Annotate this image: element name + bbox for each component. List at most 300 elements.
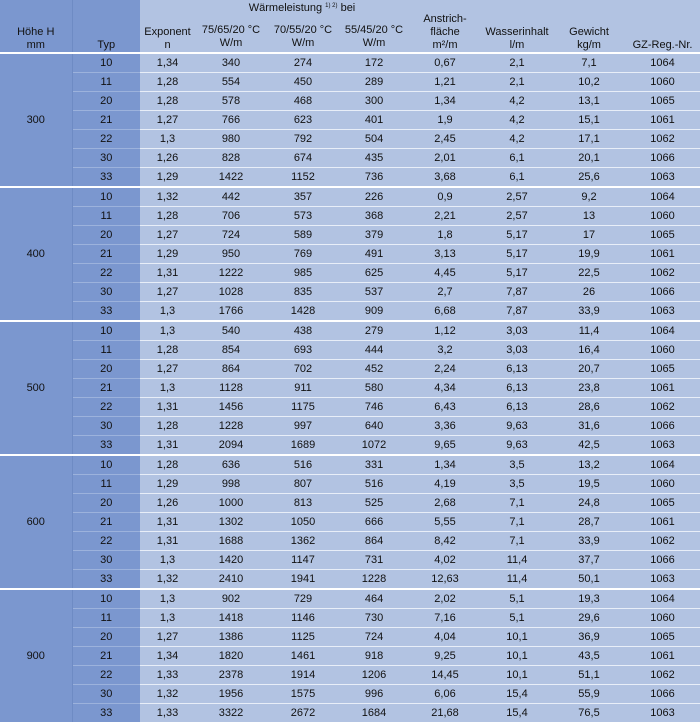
cell-temp2: 1147 xyxy=(267,551,339,570)
cell-temp2: 911 xyxy=(267,379,339,398)
cell-anstrich: 14,45 xyxy=(409,666,481,685)
header-waermeleistung xyxy=(195,0,409,15)
cell-temp1: 1302 xyxy=(195,513,267,532)
cell-wasser: 4,2 xyxy=(481,92,553,111)
cell-anstrich: 12,63 xyxy=(409,570,481,590)
table-row xyxy=(0,475,700,494)
cell-exponent: 1,27 xyxy=(140,226,195,245)
cell-wasser: 10,1 xyxy=(481,647,553,666)
cell-temp3: 1206 xyxy=(339,666,409,685)
cell-anstrich: 1,9 xyxy=(409,111,481,130)
cell-exponent: 1,28 xyxy=(140,341,195,360)
cell-temp3: 909 xyxy=(339,302,409,322)
cell-temp2: 1050 xyxy=(267,513,339,532)
cell-wasser: 7,1 xyxy=(481,513,553,532)
cell-reg: 1062 xyxy=(625,264,700,283)
cell-temp2: 1152 xyxy=(267,168,339,188)
cell-typ: 11 xyxy=(72,73,140,92)
header-exponent xyxy=(140,0,195,53)
cell-typ: 20 xyxy=(72,494,140,513)
cell-temp2: 1146 xyxy=(267,609,339,628)
cell-wasser: 5,1 xyxy=(481,589,553,609)
cell-exponent: 1,28 xyxy=(140,417,195,436)
cell-anstrich: 6,06 xyxy=(409,685,481,704)
cell-gewicht: 13,2 xyxy=(553,455,625,475)
cell-temp3: 504 xyxy=(339,130,409,149)
cell-anstrich: 6,43 xyxy=(409,398,481,417)
cell-temp3: 401 xyxy=(339,111,409,130)
cell-typ: 10 xyxy=(72,321,140,341)
cell-temp3: 172 xyxy=(339,53,409,73)
cell-wasser: 9,63 xyxy=(481,417,553,436)
cell-gewicht: 7,1 xyxy=(553,53,625,73)
cell-hoehe: 900 xyxy=(0,589,72,722)
cell-temp2: 769 xyxy=(267,245,339,264)
cell-reg: 1061 xyxy=(625,647,700,666)
cell-reg: 1061 xyxy=(625,245,700,264)
cell-exponent: 1,28 xyxy=(140,92,195,111)
header-anstrich-line3: m²/m xyxy=(409,39,481,52)
cell-wasser: 10,1 xyxy=(481,628,553,647)
header-anstrich-line1: Anstrich- xyxy=(409,13,481,26)
cell-temp3: 525 xyxy=(339,494,409,513)
cell-temp1: 864 xyxy=(195,360,267,379)
cell-reg: 1062 xyxy=(625,532,700,551)
cell-temp2: 1362 xyxy=(267,532,339,551)
cell-wasser: 5,17 xyxy=(481,245,553,264)
cell-temp1: 828 xyxy=(195,149,267,168)
cell-anstrich: 4,02 xyxy=(409,551,481,570)
cell-wasser: 6,1 xyxy=(481,149,553,168)
table-row xyxy=(0,321,700,341)
cell-temp1: 340 xyxy=(195,53,267,73)
cell-temp1: 1386 xyxy=(195,628,267,647)
cell-gewicht: 13 xyxy=(553,207,625,226)
cell-anstrich: 0,9 xyxy=(409,187,481,207)
cell-gewicht: 33,9 xyxy=(553,302,625,322)
cell-wasser: 7,87 xyxy=(481,302,553,322)
cell-temp1: 554 xyxy=(195,73,267,92)
header-temp2 xyxy=(267,15,339,53)
header-exponent-line2: n xyxy=(140,39,195,52)
cell-reg: 1063 xyxy=(625,704,700,722)
cell-gewicht: 24,8 xyxy=(553,494,625,513)
cell-temp1: 2410 xyxy=(195,570,267,590)
cell-anstrich: 9,65 xyxy=(409,436,481,456)
cell-typ: 22 xyxy=(72,130,140,149)
table-row xyxy=(0,398,700,417)
cell-wasser: 7,1 xyxy=(481,494,553,513)
cell-typ: 21 xyxy=(72,111,140,130)
cell-gewicht: 20,7 xyxy=(553,360,625,379)
cell-typ: 20 xyxy=(72,628,140,647)
cell-reg: 1065 xyxy=(625,92,700,111)
cell-temp3: 516 xyxy=(339,475,409,494)
cell-wasser: 6,13 xyxy=(481,398,553,417)
cell-anstrich: 6,68 xyxy=(409,302,481,322)
cell-reg: 1065 xyxy=(625,494,700,513)
cell-temp2: 274 xyxy=(267,53,339,73)
table-row xyxy=(0,53,700,73)
cell-wasser: 2,1 xyxy=(481,73,553,92)
cell-typ: 33 xyxy=(72,704,140,722)
cell-typ: 21 xyxy=(72,379,140,398)
table-row xyxy=(0,207,700,226)
cell-exponent: 1,3 xyxy=(140,379,195,398)
cell-temp2: 438 xyxy=(267,321,339,341)
cell-temp1: 1028 xyxy=(195,283,267,302)
cell-temp2: 835 xyxy=(267,283,339,302)
cell-temp2: 997 xyxy=(267,417,339,436)
cell-wasser: 11,4 xyxy=(481,551,553,570)
cell-gewicht: 33,9 xyxy=(553,532,625,551)
cell-temp1: 1222 xyxy=(195,264,267,283)
cell-temp2: 1175 xyxy=(267,398,339,417)
cell-reg: 1063 xyxy=(625,570,700,590)
cell-exponent: 1,32 xyxy=(140,685,195,704)
table-row xyxy=(0,589,700,609)
cell-wasser: 2,1 xyxy=(481,53,553,73)
cell-temp3: 444 xyxy=(339,341,409,360)
cell-typ: 11 xyxy=(72,609,140,628)
cell-temp2: 1461 xyxy=(267,647,339,666)
cell-temp2: 1125 xyxy=(267,628,339,647)
cell-temp2: 702 xyxy=(267,360,339,379)
cell-exponent: 1,27 xyxy=(140,628,195,647)
cell-gewicht: 26 xyxy=(553,283,625,302)
cell-wasser: 4,2 xyxy=(481,130,553,149)
cell-exponent: 1,32 xyxy=(140,570,195,590)
cell-temp3: 300 xyxy=(339,92,409,111)
cell-wasser: 6,13 xyxy=(481,379,553,398)
cell-temp3: 279 xyxy=(339,321,409,341)
cell-wasser: 15,4 xyxy=(481,704,553,722)
cell-exponent: 1,26 xyxy=(140,494,195,513)
cell-wasser: 15,4 xyxy=(481,685,553,704)
cell-wasser: 6,13 xyxy=(481,360,553,379)
cell-gewicht: 42,5 xyxy=(553,436,625,456)
header-wasser-line2: l/m xyxy=(481,39,553,52)
table-row xyxy=(0,111,700,130)
header-waermeleistung-footnote: 1) 2) xyxy=(325,3,337,9)
cell-wasser: 11,4 xyxy=(481,570,553,590)
cell-anstrich: 9,25 xyxy=(409,647,481,666)
cell-reg: 1060 xyxy=(625,207,700,226)
cell-temp1: 706 xyxy=(195,207,267,226)
cell-reg: 1060 xyxy=(625,609,700,628)
header-typ: Typ xyxy=(72,0,140,53)
cell-gewicht: 16,4 xyxy=(553,341,625,360)
cell-gewicht: 43,5 xyxy=(553,647,625,666)
table-header xyxy=(0,0,700,53)
cell-temp2: 623 xyxy=(267,111,339,130)
cell-wasser: 2,57 xyxy=(481,187,553,207)
cell-typ: 20 xyxy=(72,92,140,111)
cell-temp1: 636 xyxy=(195,455,267,475)
cell-temp1: 3322 xyxy=(195,704,267,722)
cell-temp2: 450 xyxy=(267,73,339,92)
table-row xyxy=(0,130,700,149)
cell-temp2: 589 xyxy=(267,226,339,245)
cell-gewicht: 28,6 xyxy=(553,398,625,417)
cell-gewicht: 31,6 xyxy=(553,417,625,436)
cell-exponent: 1,34 xyxy=(140,647,195,666)
cell-anstrich: 8,42 xyxy=(409,532,481,551)
cell-reg: 1066 xyxy=(625,149,700,168)
cell-anstrich: 2,45 xyxy=(409,130,481,149)
header-wasser-line1: Wasserinhalt xyxy=(481,26,553,39)
cell-temp2: 468 xyxy=(267,92,339,111)
cell-temp1: 578 xyxy=(195,92,267,111)
table-row xyxy=(0,283,700,302)
table-row xyxy=(0,436,700,456)
cell-temp3: 640 xyxy=(339,417,409,436)
cell-gewicht: 55,9 xyxy=(553,685,625,704)
cell-reg: 1060 xyxy=(625,73,700,92)
header-exponent-line1: Exponent xyxy=(140,26,195,39)
table-row xyxy=(0,455,700,475)
cell-temp3: 331 xyxy=(339,455,409,475)
cell-reg: 1060 xyxy=(625,341,700,360)
cell-temp3: 864 xyxy=(339,532,409,551)
cell-temp1: 1000 xyxy=(195,494,267,513)
header-waermeleistung-suffix: bei xyxy=(338,2,356,14)
cell-typ: 11 xyxy=(72,341,140,360)
table-row xyxy=(0,570,700,590)
cell-anstrich: 2,01 xyxy=(409,149,481,168)
cell-anstrich: 0,67 xyxy=(409,53,481,73)
cell-temp2: 1689 xyxy=(267,436,339,456)
header-gewicht-line1: Gewicht xyxy=(553,26,625,39)
cell-typ: 33 xyxy=(72,302,140,322)
cell-temp2: 357 xyxy=(267,187,339,207)
cell-reg: 1064 xyxy=(625,455,700,475)
cell-gewicht: 15,1 xyxy=(553,111,625,130)
cell-gewicht: 19,3 xyxy=(553,589,625,609)
cell-anstrich: 2,68 xyxy=(409,494,481,513)
cell-temp2: 573 xyxy=(267,207,339,226)
cell-gewicht: 17,1 xyxy=(553,130,625,149)
cell-anstrich: 21,68 xyxy=(409,704,481,722)
cell-temp3: 537 xyxy=(339,283,409,302)
cell-reg: 1062 xyxy=(625,398,700,417)
cell-temp1: 854 xyxy=(195,341,267,360)
cell-temp2: 2672 xyxy=(267,704,339,722)
table-row xyxy=(0,379,700,398)
cell-exponent: 1,29 xyxy=(140,245,195,264)
cell-exponent: 1,3 xyxy=(140,302,195,322)
cell-typ: 10 xyxy=(72,187,140,207)
cell-exponent: 1,3 xyxy=(140,589,195,609)
table-row xyxy=(0,417,700,436)
header-temp3-line2: W/m xyxy=(339,37,409,50)
cell-typ: 22 xyxy=(72,532,140,551)
cell-wasser: 5,17 xyxy=(481,264,553,283)
cell-anstrich: 1,21 xyxy=(409,73,481,92)
cell-typ: 30 xyxy=(72,417,140,436)
header-hoehe xyxy=(0,0,72,53)
cell-temp1: 1820 xyxy=(195,647,267,666)
cell-temp2: 1428 xyxy=(267,302,339,322)
cell-exponent: 1,3 xyxy=(140,130,195,149)
table-row xyxy=(0,494,700,513)
cell-gewicht: 50,1 xyxy=(553,570,625,590)
cell-temp3: 1072 xyxy=(339,436,409,456)
cell-reg: 1061 xyxy=(625,111,700,130)
table-row xyxy=(0,666,700,685)
cell-temp3: 435 xyxy=(339,149,409,168)
cell-typ: 30 xyxy=(72,685,140,704)
cell-anstrich: 1,34 xyxy=(409,455,481,475)
header-anstrich-line2: fläche xyxy=(409,26,481,39)
header-gewicht xyxy=(553,0,625,53)
cell-exponent: 1,27 xyxy=(140,111,195,130)
cell-anstrich: 2,7 xyxy=(409,283,481,302)
header-temp3-line1: 55/45/20 °C xyxy=(339,24,409,37)
cell-gewicht: 29,6 xyxy=(553,609,625,628)
table-row xyxy=(0,704,700,722)
table-row xyxy=(0,551,700,570)
cell-typ: 22 xyxy=(72,264,140,283)
cell-gewicht: 19,5 xyxy=(553,475,625,494)
cell-anstrich: 1,34 xyxy=(409,92,481,111)
cell-temp2: 693 xyxy=(267,341,339,360)
cell-typ: 20 xyxy=(72,226,140,245)
cell-temp3: 996 xyxy=(339,685,409,704)
cell-temp2: 1575 xyxy=(267,685,339,704)
cell-temp3: 368 xyxy=(339,207,409,226)
cell-temp1: 540 xyxy=(195,321,267,341)
cell-exponent: 1,29 xyxy=(140,168,195,188)
cell-reg: 1066 xyxy=(625,283,700,302)
header-hoehe-line1: Höhe H xyxy=(0,26,72,39)
cell-gewicht: 11,4 xyxy=(553,321,625,341)
cell-wasser: 6,1 xyxy=(481,168,553,188)
cell-typ: 30 xyxy=(72,283,140,302)
cell-anstrich: 2,02 xyxy=(409,589,481,609)
cell-exponent: 1,3 xyxy=(140,609,195,628)
header-reg xyxy=(625,0,700,53)
cell-exponent: 1,31 xyxy=(140,264,195,283)
table-row xyxy=(0,685,700,704)
cell-temp1: 1420 xyxy=(195,551,267,570)
cell-gewicht: 10,2 xyxy=(553,73,625,92)
cell-anstrich: 3,13 xyxy=(409,245,481,264)
cell-reg: 1066 xyxy=(625,551,700,570)
cell-temp3: 491 xyxy=(339,245,409,264)
cell-reg: 1061 xyxy=(625,513,700,532)
cell-reg: 1064 xyxy=(625,321,700,341)
cell-wasser: 3,03 xyxy=(481,341,553,360)
cell-exponent: 1,28 xyxy=(140,73,195,92)
cell-exponent: 1,28 xyxy=(140,207,195,226)
header-temp2-line2: W/m xyxy=(267,37,339,50)
cell-anstrich: 4,04 xyxy=(409,628,481,647)
cell-exponent: 1,34 xyxy=(140,53,195,73)
table-body xyxy=(0,53,700,722)
cell-reg: 1066 xyxy=(625,685,700,704)
cell-reg: 1065 xyxy=(625,360,700,379)
table-row xyxy=(0,168,700,188)
cell-temp3: 730 xyxy=(339,609,409,628)
cell-exponent: 1,33 xyxy=(140,704,195,722)
cell-temp3: 379 xyxy=(339,226,409,245)
cell-wasser: 5,17 xyxy=(481,226,553,245)
cell-temp3: 289 xyxy=(339,73,409,92)
header-wasser xyxy=(481,0,553,53)
cell-exponent: 1,31 xyxy=(140,398,195,417)
cell-typ: 10 xyxy=(72,53,140,73)
cell-reg: 1063 xyxy=(625,168,700,188)
table-row xyxy=(0,341,700,360)
cell-typ: 21 xyxy=(72,245,140,264)
table-row xyxy=(0,532,700,551)
cell-temp1: 998 xyxy=(195,475,267,494)
cell-reg: 1062 xyxy=(625,666,700,685)
cell-temp1: 1128 xyxy=(195,379,267,398)
cell-typ: 22 xyxy=(72,666,140,685)
cell-typ: 33 xyxy=(72,436,140,456)
cell-typ: 30 xyxy=(72,149,140,168)
cell-exponent: 1,31 xyxy=(140,513,195,532)
cell-gewicht: 36,9 xyxy=(553,628,625,647)
cell-temp2: 807 xyxy=(267,475,339,494)
cell-typ: 10 xyxy=(72,589,140,609)
cell-gewicht: 28,7 xyxy=(553,513,625,532)
cell-exponent: 1,32 xyxy=(140,187,195,207)
cell-anstrich: 2,21 xyxy=(409,207,481,226)
cell-wasser: 3,5 xyxy=(481,455,553,475)
cell-wasser: 3,03 xyxy=(481,321,553,341)
cell-temp2: 792 xyxy=(267,130,339,149)
cell-gewicht: 17 xyxy=(553,226,625,245)
cell-temp3: 731 xyxy=(339,551,409,570)
cell-temp3: 736 xyxy=(339,168,409,188)
cell-temp2: 729 xyxy=(267,589,339,609)
cell-temp2: 1941 xyxy=(267,570,339,590)
cell-typ: 11 xyxy=(72,475,140,494)
table-row xyxy=(0,647,700,666)
cell-temp3: 580 xyxy=(339,379,409,398)
cell-typ: 21 xyxy=(72,647,140,666)
cell-reg: 1065 xyxy=(625,628,700,647)
cell-reg: 1064 xyxy=(625,53,700,73)
cell-reg: 1062 xyxy=(625,130,700,149)
cell-reg: 1061 xyxy=(625,379,700,398)
cell-typ: 21 xyxy=(72,513,140,532)
header-anstrich xyxy=(409,0,481,53)
cell-temp2: 674 xyxy=(267,149,339,168)
cell-exponent: 1,31 xyxy=(140,436,195,456)
cell-temp3: 1684 xyxy=(339,704,409,722)
cell-temp1: 2094 xyxy=(195,436,267,456)
cell-typ: 33 xyxy=(72,570,140,590)
cell-exponent: 1,3 xyxy=(140,321,195,341)
cell-typ: 20 xyxy=(72,360,140,379)
cell-anstrich: 1,8 xyxy=(409,226,481,245)
cell-temp1: 1228 xyxy=(195,417,267,436)
cell-exponent: 1,3 xyxy=(140,551,195,570)
table-row xyxy=(0,628,700,647)
cell-temp1: 442 xyxy=(195,187,267,207)
cell-temp3: 724 xyxy=(339,628,409,647)
cell-temp3: 746 xyxy=(339,398,409,417)
table-row xyxy=(0,360,700,379)
cell-anstrich: 4,34 xyxy=(409,379,481,398)
cell-hoehe: 500 xyxy=(0,321,72,455)
cell-typ: 22 xyxy=(72,398,140,417)
cell-temp1: 1956 xyxy=(195,685,267,704)
